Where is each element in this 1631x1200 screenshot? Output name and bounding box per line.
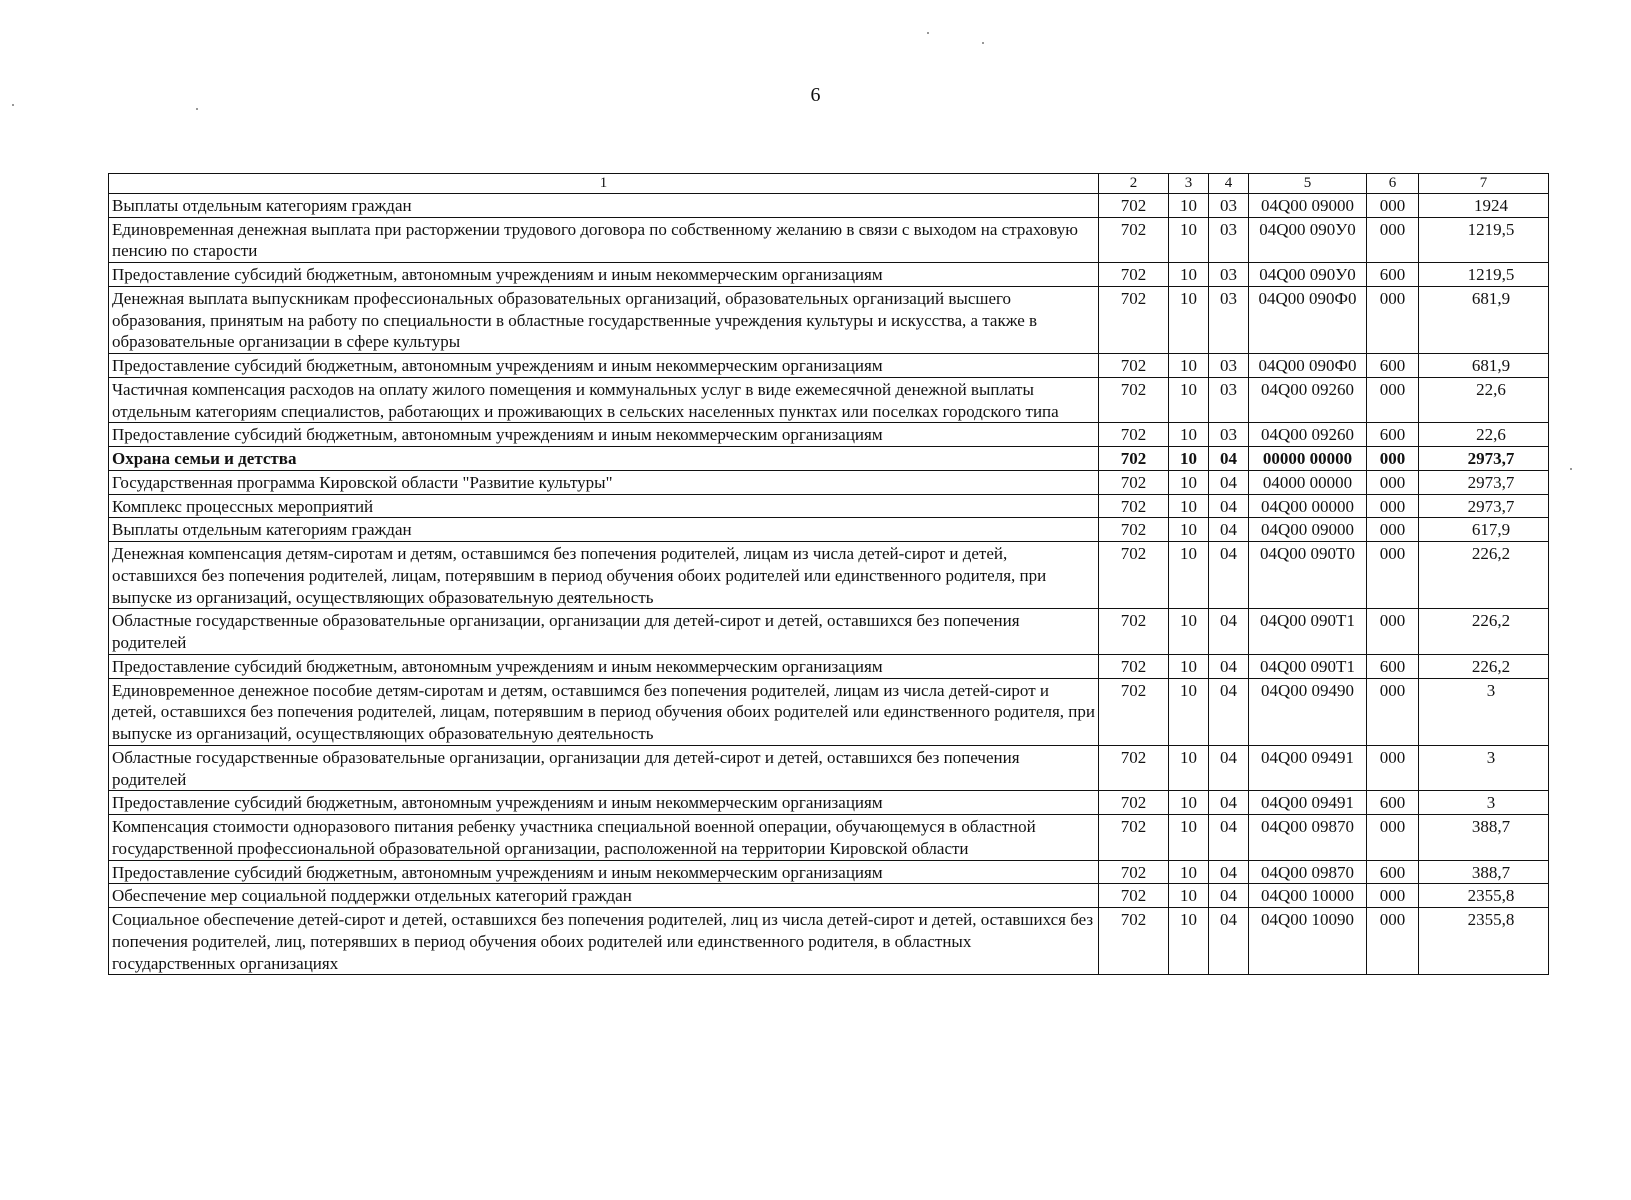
row-name-cell: Предоставление субсидий бюджетным, автономным учреждениям и иным некоммерческим организациям bbox=[109, 354, 1099, 378]
row-col4-cell: 04 bbox=[1209, 884, 1249, 908]
row-col2-cell: 702 bbox=[1099, 377, 1169, 423]
row-col5-cell: 04Q00 09260 bbox=[1249, 423, 1367, 447]
row-col3-cell: 10 bbox=[1169, 494, 1209, 518]
row-name-cell: Денежная компенсация детям-сиротам и детям, оставшимся без попечения родителей, лицам из числа детей-сирот и детей, оставшихся без попечения родителей, лицам, потерявшим в период обучения обоих родителей или единственного родителя, при выпуске из организаций, осуществляющих образовательную деятельность bbox=[109, 542, 1099, 609]
row-col6-cell: 000 bbox=[1367, 745, 1419, 791]
row-col2-cell: 702 bbox=[1099, 423, 1169, 447]
row-col2-cell: 702 bbox=[1099, 908, 1169, 975]
row-col7-cell: 2355,8 bbox=[1419, 908, 1549, 975]
row-col3-cell: 10 bbox=[1169, 860, 1209, 884]
row-name-cell: Комплекс процессных мероприятий bbox=[109, 494, 1099, 518]
row-col6-cell: 600 bbox=[1367, 654, 1419, 678]
row-col5-cell: 04Q00 090У0 bbox=[1249, 217, 1367, 263]
row-col5-cell: 04Q00 10090 bbox=[1249, 908, 1367, 975]
row-col2-cell: 702 bbox=[1099, 815, 1169, 861]
scan-speck bbox=[12, 104, 14, 106]
table-row bbox=[109, 884, 1549, 908]
header-col-2: 2 bbox=[1099, 174, 1169, 194]
row-col5-cell: 04Q00 09000 bbox=[1249, 518, 1367, 542]
row-col6-cell: 000 bbox=[1367, 286, 1419, 353]
row-col3-cell: 10 bbox=[1169, 678, 1209, 745]
row-col7-cell: 681,9 bbox=[1419, 286, 1549, 353]
row-col7-cell: 3 bbox=[1419, 745, 1549, 791]
row-col7-cell: 226,2 bbox=[1419, 609, 1549, 655]
row-col5-cell: 04Q00 090Ф0 bbox=[1249, 286, 1367, 353]
header-col-4: 4 bbox=[1209, 174, 1249, 194]
row-col2-cell: 702 bbox=[1099, 860, 1169, 884]
row-col7-cell: 2355,8 bbox=[1419, 884, 1549, 908]
row-col6-cell: 000 bbox=[1367, 470, 1419, 494]
row-col2-cell: 702 bbox=[1099, 884, 1169, 908]
row-col3-cell: 10 bbox=[1169, 470, 1209, 494]
table-row bbox=[109, 193, 1549, 217]
row-col2-cell: 702 bbox=[1099, 354, 1169, 378]
row-name-cell: Компенсация стоимости одноразового питания ребенку участника специальной военной операции, обучающемуся в областной государственной профессиональной образовательной организации, расположенной на территории Кировской области bbox=[109, 815, 1099, 861]
row-col2-cell: 702 bbox=[1099, 217, 1169, 263]
row-col7-cell: 2973,7 bbox=[1419, 470, 1549, 494]
row-name-cell: Обеспечение мер социальной поддержки отдельных категорий граждан bbox=[109, 884, 1099, 908]
row-col7-cell: 2973,7 bbox=[1419, 494, 1549, 518]
row-name-cell: Выплаты отдельным категориям граждан bbox=[109, 193, 1099, 217]
row-col7-cell: 388,7 bbox=[1419, 815, 1549, 861]
row-name-cell: Денежная выплата выпускникам профессиональных образовательных организаций, образовательных организаций высшего образования, принятым на работу по специальности в областные государственные учреждения культуры и искусства, а также в образовательные организации в сфере культуры bbox=[109, 286, 1099, 353]
row-col5-cell: 04Q00 090У0 bbox=[1249, 263, 1367, 287]
row-col4-cell: 03 bbox=[1209, 286, 1249, 353]
table-row bbox=[109, 791, 1549, 815]
table-row bbox=[109, 542, 1549, 609]
row-col5-cell: 04Q00 09491 bbox=[1249, 791, 1367, 815]
row-col7-cell: 3 bbox=[1419, 791, 1549, 815]
row-col5-cell: 04Q00 09490 bbox=[1249, 678, 1367, 745]
table-row bbox=[109, 447, 1549, 471]
table-row bbox=[109, 470, 1549, 494]
row-col4-cell: 04 bbox=[1209, 494, 1249, 518]
row-col3-cell: 10 bbox=[1169, 884, 1209, 908]
row-name-cell: Областные государственные образовательные организации, организации для детей-сирот и детей, оставшихся без попечения родителей bbox=[109, 609, 1099, 655]
row-col2-cell: 702 bbox=[1099, 447, 1169, 471]
row-col6-cell: 000 bbox=[1367, 678, 1419, 745]
row-col3-cell: 10 bbox=[1169, 518, 1209, 542]
row-col3-cell: 10 bbox=[1169, 423, 1209, 447]
row-col3-cell: 10 bbox=[1169, 447, 1209, 471]
row-col3-cell: 10 bbox=[1169, 654, 1209, 678]
row-col5-cell: 04Q00 09870 bbox=[1249, 860, 1367, 884]
row-col2-cell: 702 bbox=[1099, 542, 1169, 609]
row-col5-cell: 04Q00 090Т1 bbox=[1249, 654, 1367, 678]
header-col-5: 5 bbox=[1249, 174, 1367, 194]
row-name-cell: Предоставление субсидий бюджетным, автономным учреждениям и иным некоммерческим организациям bbox=[109, 860, 1099, 884]
row-col5-cell: 04Q00 10000 bbox=[1249, 884, 1367, 908]
table-body bbox=[109, 193, 1549, 975]
row-col4-cell: 04 bbox=[1209, 518, 1249, 542]
row-col4-cell: 03 bbox=[1209, 217, 1249, 263]
row-name-cell: Государственная программа Кировской области "Развитие культуры" bbox=[109, 470, 1099, 494]
row-col2-cell: 702 bbox=[1099, 678, 1169, 745]
row-col7-cell: 22,6 bbox=[1419, 377, 1549, 423]
row-col6-cell: 600 bbox=[1367, 423, 1419, 447]
row-col2-cell: 702 bbox=[1099, 654, 1169, 678]
table-row bbox=[109, 354, 1549, 378]
row-col4-cell: 04 bbox=[1209, 470, 1249, 494]
table-row bbox=[109, 377, 1549, 423]
row-col5-cell: 04Q00 00000 bbox=[1249, 494, 1367, 518]
row-col4-cell: 04 bbox=[1209, 678, 1249, 745]
row-col5-cell: 04Q00 09260 bbox=[1249, 377, 1367, 423]
row-col2-cell: 702 bbox=[1099, 518, 1169, 542]
row-col7-cell: 1219,5 bbox=[1419, 217, 1549, 263]
row-col2-cell: 702 bbox=[1099, 193, 1169, 217]
row-col3-cell: 10 bbox=[1169, 354, 1209, 378]
row-col4-cell: 04 bbox=[1209, 791, 1249, 815]
row-name-cell: Социальное обеспечение детей-сирот и детей, оставшихся без попечения родителей, лиц из числа детей-сирот и детей, оставшихся без попечения родителей, лиц, потерявших в период обучения обоих родителей или единственного родителя, в областных государственных организациях bbox=[109, 908, 1099, 975]
row-name-cell: Областные государственные образовательные организации, организации для детей-сирот и детей, оставшихся без попечения родителей bbox=[109, 745, 1099, 791]
row-col4-cell: 04 bbox=[1209, 908, 1249, 975]
header-col-6: 6 bbox=[1367, 174, 1419, 194]
row-col3-cell: 10 bbox=[1169, 377, 1209, 423]
row-col2-cell: 702 bbox=[1099, 286, 1169, 353]
row-col6-cell: 000 bbox=[1367, 815, 1419, 861]
row-col3-cell: 10 bbox=[1169, 193, 1209, 217]
row-col7-cell: 617,9 bbox=[1419, 518, 1549, 542]
row-col7-cell: 3 bbox=[1419, 678, 1549, 745]
row-col6-cell: 600 bbox=[1367, 860, 1419, 884]
row-col3-cell: 10 bbox=[1169, 217, 1209, 263]
row-col5-cell: 04000 00000 bbox=[1249, 470, 1367, 494]
row-col3-cell: 10 bbox=[1169, 263, 1209, 287]
row-col3-cell: 10 bbox=[1169, 908, 1209, 975]
row-col5-cell: 04Q00 09000 bbox=[1249, 193, 1367, 217]
row-col6-cell: 600 bbox=[1367, 791, 1419, 815]
budget-table bbox=[108, 173, 1549, 975]
row-col3-cell: 10 bbox=[1169, 815, 1209, 861]
row-col7-cell: 388,7 bbox=[1419, 860, 1549, 884]
table-row bbox=[109, 263, 1549, 287]
row-col7-cell: 226,2 bbox=[1419, 542, 1549, 609]
header-col-7: 7 bbox=[1419, 174, 1549, 194]
table-row bbox=[109, 860, 1549, 884]
row-col4-cell: 03 bbox=[1209, 193, 1249, 217]
row-col2-cell: 702 bbox=[1099, 609, 1169, 655]
row-col2-cell: 702 bbox=[1099, 263, 1169, 287]
row-col6-cell: 600 bbox=[1367, 263, 1419, 287]
row-col6-cell: 000 bbox=[1367, 542, 1419, 609]
row-col4-cell: 03 bbox=[1209, 354, 1249, 378]
table-row bbox=[109, 494, 1549, 518]
row-col4-cell: 04 bbox=[1209, 745, 1249, 791]
row-name-cell: Предоставление субсидий бюджетным, автономным учреждениям и иным некоммерческим организациям bbox=[109, 263, 1099, 287]
row-col7-cell: 1219,5 bbox=[1419, 263, 1549, 287]
row-col3-cell: 10 bbox=[1169, 609, 1209, 655]
table-row bbox=[109, 217, 1549, 263]
row-col6-cell: 000 bbox=[1367, 217, 1419, 263]
row-col4-cell: 04 bbox=[1209, 654, 1249, 678]
row-col7-cell: 226,2 bbox=[1419, 654, 1549, 678]
scan-speck bbox=[927, 32, 929, 34]
row-col6-cell: 000 bbox=[1367, 609, 1419, 655]
row-col5-cell: 04Q00 09491 bbox=[1249, 745, 1367, 791]
table-row bbox=[109, 609, 1549, 655]
row-col5-cell: 04Q00 090Ф0 bbox=[1249, 354, 1367, 378]
row-name-cell: Предоставление субсидий бюджетным, автономным учреждениям и иным некоммерческим организациям bbox=[109, 423, 1099, 447]
row-name-cell: Единовременное денежное пособие детям-сиротам и детям, оставшимся без попечения родителей, лицам из числа детей-сирот и детей, оставшихся без попечения родителей, лицам, потерявшим в период обучения обоих родителей или единственного родителя, при выпуске из организаций, осуществляющих образовательную деятельность bbox=[109, 678, 1099, 745]
row-col6-cell: 000 bbox=[1367, 884, 1419, 908]
row-name-cell: Охрана семьи и детства bbox=[109, 447, 1099, 471]
row-col6-cell: 000 bbox=[1367, 193, 1419, 217]
row-col6-cell: 000 bbox=[1367, 447, 1419, 471]
scan-speck bbox=[982, 42, 984, 44]
row-col5-cell: 04Q00 09870 bbox=[1249, 815, 1367, 861]
row-name-cell: Единовременная денежная выплата при расторжении трудового договора по собственному желанию в связи с выходом на страховую пенсию по старости bbox=[109, 217, 1099, 263]
row-col4-cell: 04 bbox=[1209, 609, 1249, 655]
table-row bbox=[109, 423, 1549, 447]
scan-speck bbox=[1570, 468, 1572, 470]
row-col2-cell: 702 bbox=[1099, 791, 1169, 815]
header-col-1: 1 bbox=[109, 174, 1099, 194]
row-col4-cell: 04 bbox=[1209, 447, 1249, 471]
scan-speck bbox=[196, 108, 198, 110]
row-col6-cell: 600 bbox=[1367, 354, 1419, 378]
row-col6-cell: 000 bbox=[1367, 908, 1419, 975]
row-col2-cell: 702 bbox=[1099, 494, 1169, 518]
row-col6-cell: 000 bbox=[1367, 518, 1419, 542]
row-col5-cell: 04Q00 090Т0 bbox=[1249, 542, 1367, 609]
header-row bbox=[109, 174, 1549, 194]
row-col2-cell: 702 bbox=[1099, 470, 1169, 494]
header-col-3: 3 bbox=[1169, 174, 1209, 194]
table-row bbox=[109, 518, 1549, 542]
row-col7-cell: 681,9 bbox=[1419, 354, 1549, 378]
table-row bbox=[109, 815, 1549, 861]
row-col3-cell: 10 bbox=[1169, 542, 1209, 609]
row-col4-cell: 03 bbox=[1209, 423, 1249, 447]
table-row bbox=[109, 286, 1549, 353]
row-col5-cell: 00000 00000 bbox=[1249, 447, 1367, 471]
row-col6-cell: 000 bbox=[1367, 377, 1419, 423]
row-name-cell: Предоставление субсидий бюджетным, автономным учреждениям и иным некоммерческим организациям bbox=[109, 791, 1099, 815]
row-name-cell: Выплаты отдельным категориям граждан bbox=[109, 518, 1099, 542]
row-col7-cell: 22,6 bbox=[1419, 423, 1549, 447]
row-col4-cell: 03 bbox=[1209, 263, 1249, 287]
row-col5-cell: 04Q00 090Т1 bbox=[1249, 609, 1367, 655]
row-name-cell: Частичная компенсация расходов на оплату жилого помещения и коммунальных услуг в виде ежемесячной денежной выплаты отдельным категориям специалистов, работающих и проживающих в сельских населенных пунктах или поселках городского типа bbox=[109, 377, 1099, 423]
row-name-cell: Предоставление субсидий бюджетным, автономным учреждениям и иным некоммерческим организациям bbox=[109, 654, 1099, 678]
table-row bbox=[109, 908, 1549, 975]
row-col7-cell: 1924 bbox=[1419, 193, 1549, 217]
row-col3-cell: 10 bbox=[1169, 745, 1209, 791]
table-row bbox=[109, 654, 1549, 678]
row-col4-cell: 04 bbox=[1209, 542, 1249, 609]
row-col6-cell: 000 bbox=[1367, 494, 1419, 518]
row-col4-cell: 04 bbox=[1209, 815, 1249, 861]
row-col4-cell: 03 bbox=[1209, 377, 1249, 423]
row-col3-cell: 10 bbox=[1169, 791, 1209, 815]
row-col7-cell: 2973,7 bbox=[1419, 447, 1549, 471]
row-col3-cell: 10 bbox=[1169, 286, 1209, 353]
table-row bbox=[109, 678, 1549, 745]
page-number: 6 bbox=[810, 84, 821, 106]
table-row bbox=[109, 745, 1549, 791]
row-col4-cell: 04 bbox=[1209, 860, 1249, 884]
row-col2-cell: 702 bbox=[1099, 745, 1169, 791]
